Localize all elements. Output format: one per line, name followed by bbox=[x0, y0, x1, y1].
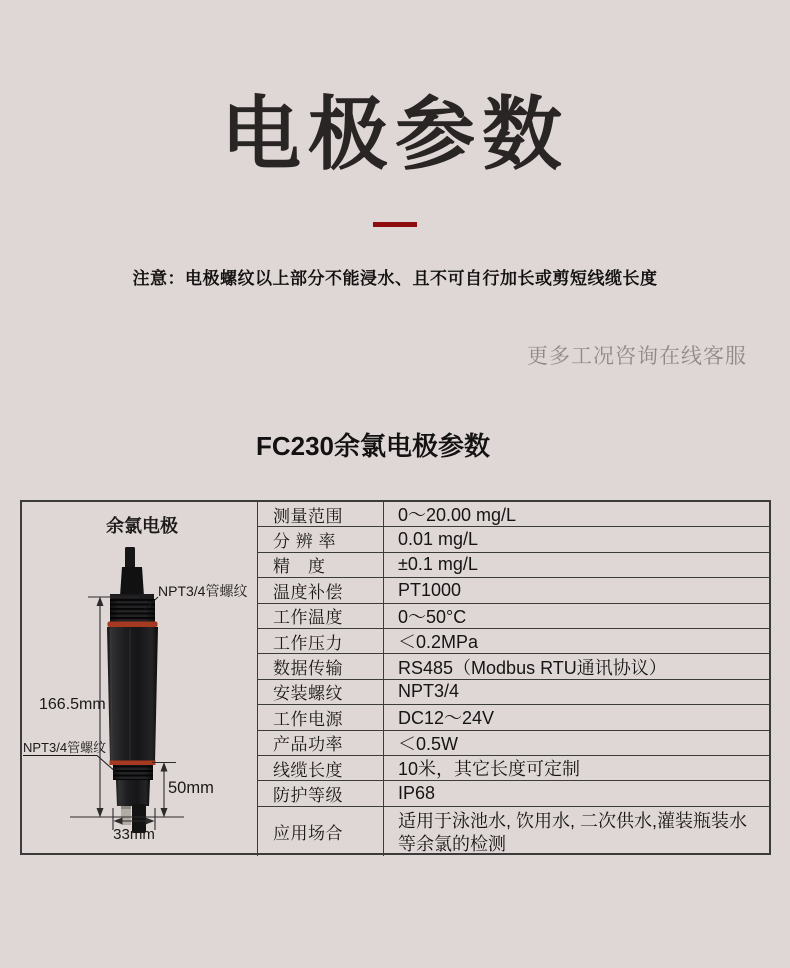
thread-label-bottom: NPT3/4管螺纹 bbox=[23, 740, 107, 755]
spec-label-working-pressure: 工作压力 bbox=[258, 629, 383, 654]
spec-value-working-pressure: ＜0.2MPa bbox=[383, 629, 769, 654]
spec-value-accuracy: ±0.1 mg/L bbox=[383, 553, 769, 578]
red-divider bbox=[373, 222, 417, 227]
o-ring-top bbox=[108, 622, 158, 628]
spec-label-resolution: 分 辨 率 bbox=[258, 527, 383, 552]
diagram-title: 余氯电极 bbox=[106, 516, 178, 536]
section-title: FC230余氯电极参数 bbox=[255, 431, 491, 461]
spec-label-protection-grade: 防护等级 bbox=[258, 781, 383, 806]
spec-value-mount-thread: NPT3/4 bbox=[383, 680, 769, 705]
top-thread-graphic bbox=[110, 594, 155, 622]
electrode-illustration bbox=[22, 502, 255, 853]
spec-value-measure-range: 0～20.00 mg/L bbox=[383, 502, 769, 527]
spec-label-working-temp: 工作温度 bbox=[258, 604, 383, 629]
spec-label-mount-thread: 安装螺纹 bbox=[258, 680, 383, 705]
spec-value-cable-length: 10米，其它长度可定制 bbox=[383, 756, 769, 781]
spec-value-working-temp: 0～50°C bbox=[383, 604, 769, 629]
spec-value-resolution: 0.01 mg/L bbox=[383, 527, 769, 552]
spec-value-data-transmission: RS485（Modbus RTU通讯协议） bbox=[383, 654, 769, 679]
spec-value-power-rating: ＜0.5W bbox=[383, 731, 769, 756]
spec-label-data-transmission: 数据传输 bbox=[258, 654, 383, 679]
electrode-diagram bbox=[22, 502, 258, 856]
total-length-label: 166.5mm bbox=[39, 696, 106, 713]
spec-label-accuracy: 精 度 bbox=[258, 553, 383, 578]
spec-label-power-supply: 工作电源 bbox=[258, 705, 383, 730]
warning-note: 注意：电极螺纹以上部分不能浸水、且不可自行加长或剪短线缆长度 bbox=[132, 269, 658, 288]
cable-graphic bbox=[120, 547, 144, 596]
spec-value-power-supply: DC12～24V bbox=[383, 705, 769, 730]
width-label: 33mm bbox=[113, 826, 155, 843]
spec-label-temp-compensation: 温度补偿 bbox=[258, 578, 383, 603]
spec-label-power-rating: 产品功率 bbox=[258, 731, 383, 756]
bottom-thread-graphic bbox=[113, 765, 153, 806]
lower-length-label: 50mm bbox=[168, 779, 214, 797]
spec-value-application: 适用于泳池水, 饮用水, 二次供水,灌装瓶装水等余氯的检测 bbox=[383, 807, 769, 856]
spec-label-cable-length: 线缆长度 bbox=[258, 756, 383, 781]
thread-label-top: NPT3/4管螺纹 bbox=[158, 583, 248, 599]
o-ring-bottom bbox=[110, 761, 156, 766]
electrode-body-graphic bbox=[107, 627, 158, 763]
leader-line-bottom bbox=[23, 756, 117, 774]
spec-label-measure-range: 测量范围 bbox=[258, 502, 383, 527]
spec-label-application: 应用场合 bbox=[273, 823, 343, 843]
customer-service-link[interactable]: 更多工况咨询在线客服 bbox=[527, 345, 747, 368]
spec-table bbox=[20, 500, 771, 855]
spec-value-protection-grade: IP68 bbox=[383, 781, 769, 806]
page-title: 电极参数 bbox=[221, 90, 569, 179]
spec-value-temp-compensation: PT1000 bbox=[383, 578, 769, 603]
